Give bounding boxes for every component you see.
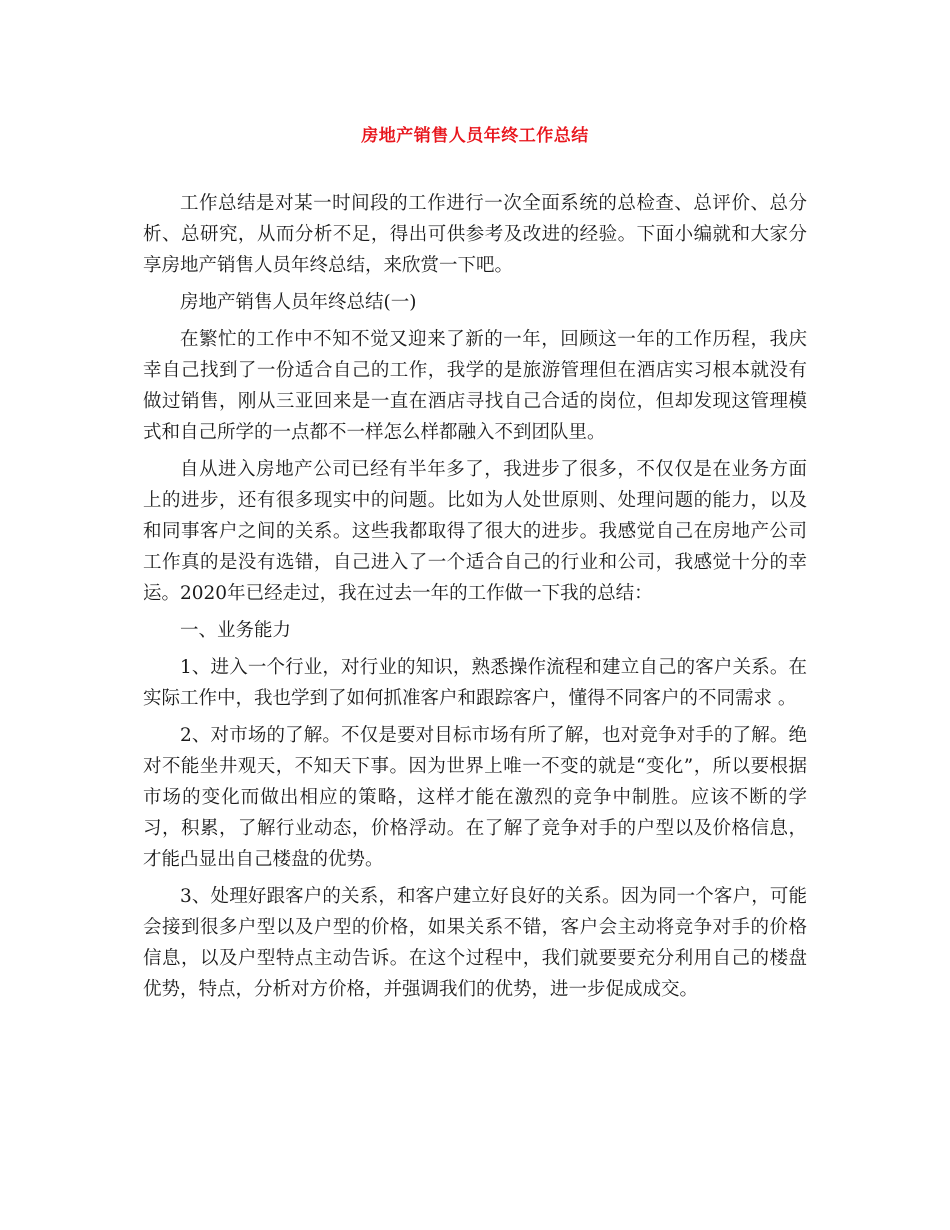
paragraph-background: 在繁忙的工作中不知不觉又迎来了新的一年，回顾这一年的工作历程，我庆幸自己找到了一份适合自己的工作，我学的是旅游管理但在酒店实习根本就没有做过销售，刚从三亚回来是一直在酒店寻找自己合适的岗位，但却发现这管理模式和自己所学的一点都不一样怎么样都融入不到团队里。 [143,329,807,443]
paragraph-section-heading: 房地产销售人员年终总结(一) [180,292,417,313]
document-title: 房地产销售人员年终工作总结 [361,126,589,146]
paragraph-point-1: 1、进入一个行业，对行业的知识，熟悉操作流程和建立自己的客户关系。在实际工作中，我也学到了如何抓准客户和跟踪客户，懂得不同客户的不同需求 。 [143,657,807,709]
paragraph-point-3: 3、处理好跟客户的关系，和客户建立好良好的关系。因为同一个客户，可能会接到很多户型以及户型的价格，如果关系不错，客户会主动将竞争对手的价格信息，以及户型特点主动告诉。在这个过程中，我们就要要充分利用自己的楼盘优势，特点，分析对方价格，并强调我们的优势，进一步促成成交。 [143,886,807,1000]
document-body [143,188,807,1011]
paragraph-subheading-business: 一、业务能力 [180,620,292,641]
paragraph-point-2: 2、对市场的了解。不仅是要对目标市场有所了解，也对竞争对手的了解。绝对不能坐井观天，不知天下事。因为世界上唯一不变的就是“变化”，所以要根据市场的变化而做出相应的策略，这样才能在激烈的竞争中制胜。应该不断的学习，积累，了解行业动态，价格浮动。在了解了竞争对手的户型以及价格信息，才能凸显出自己楼盘的优势。 [143,725,807,870]
paragraph-intro: 工作总结是对某一时间段的工作进行一次全面系统的总检查、总评价、总分析、总研究，从而分析不足，得出可供参考及改进的经验。下面小编就和大家分享房地产销售人员年终总结，来欣赏一下吧。 [143,193,807,276]
paragraph-progress: 自从进入房地产公司已经有半年多了，我进步了很多，不仅仅是在业务方面上的进步，还有很多现实中的问题。比如为人处世原则、处理问题的能力，以及和同事客户之间的关系。这些我都取得了很大的进步。我感觉自己在房地产公司工作真的是没有选错，自己进入了一个适合自己的行业和公司，我感觉十分的幸运。2020年已经走过，我在过去一年的工作做一下我的总结： [143,459,807,604]
